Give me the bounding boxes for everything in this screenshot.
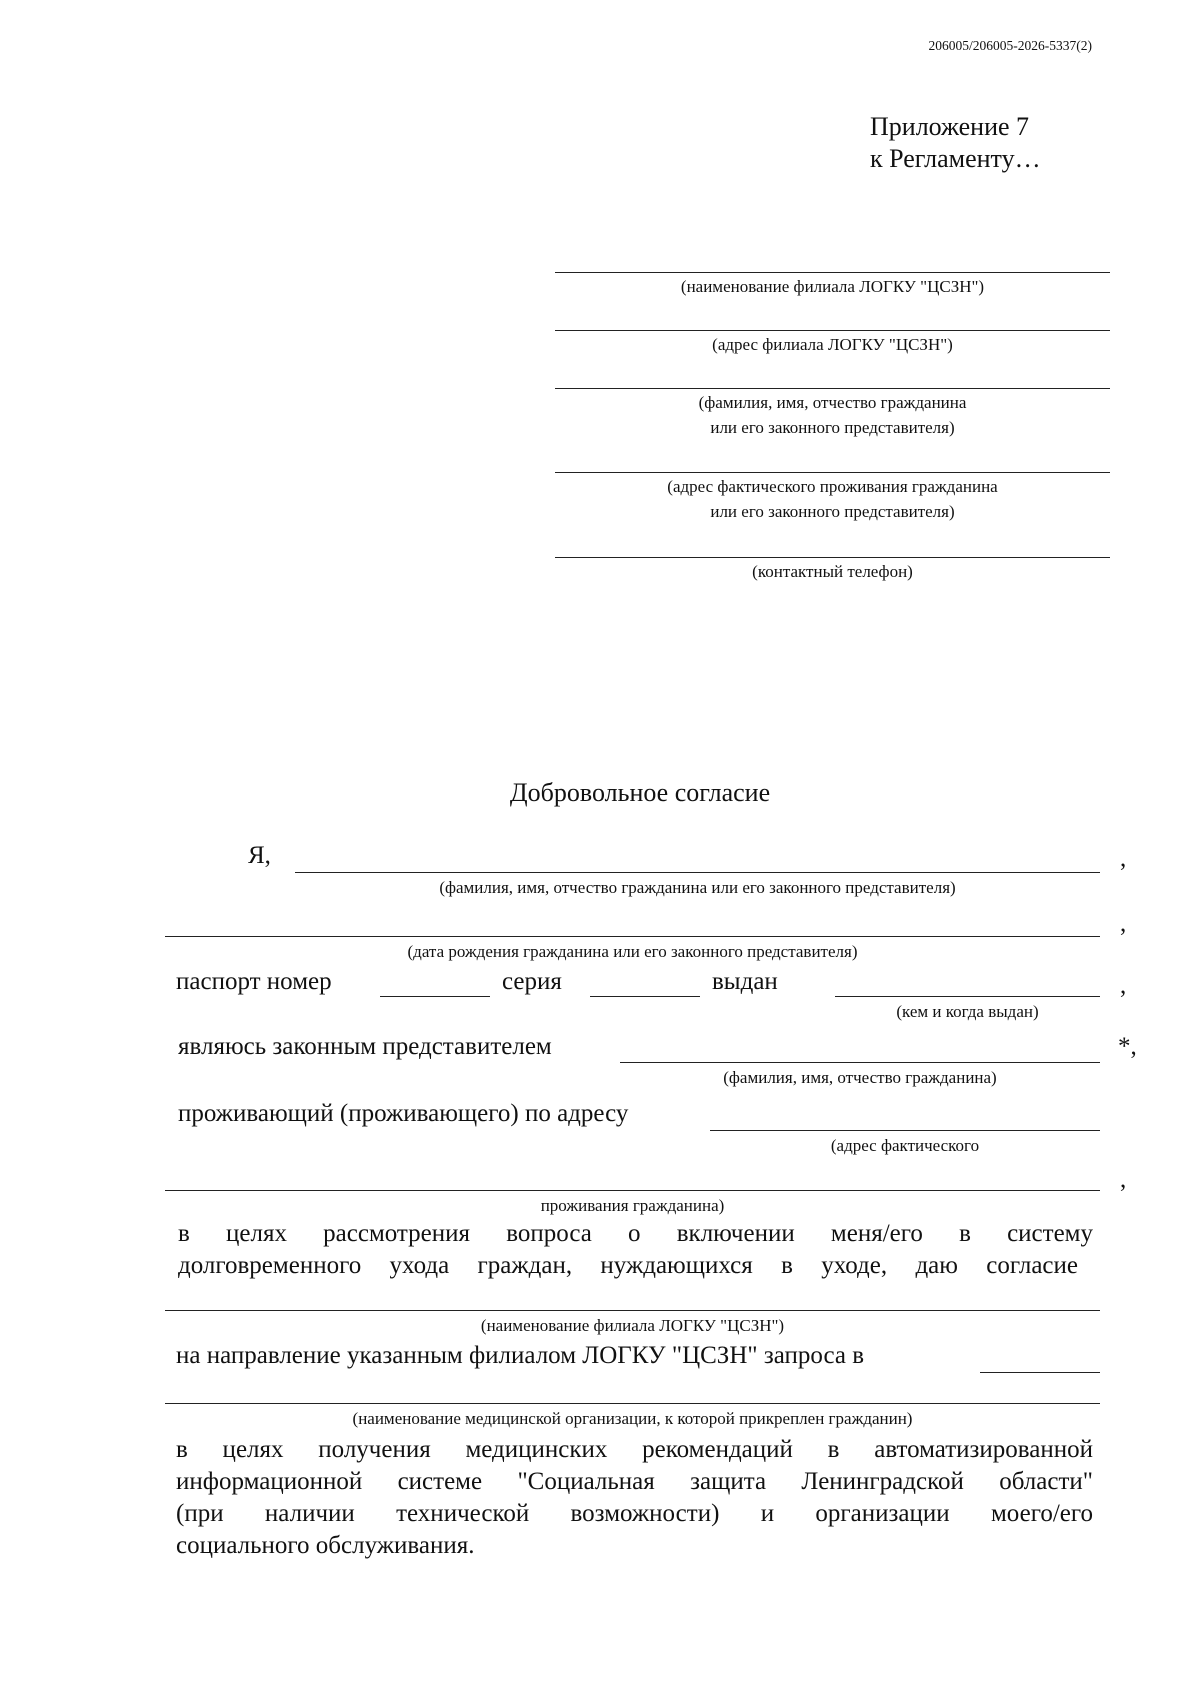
comma: ,	[1120, 972, 1127, 999]
applicant-address-line[interactable]	[555, 472, 1110, 473]
passport-number-label: паспорт номер	[176, 968, 332, 995]
applicant-address-caption-2: или его законного представителя)	[710, 502, 955, 521]
residence-line-1[interactable]	[710, 1130, 1100, 1131]
phone-caption: (контактный телефон)	[752, 562, 913, 581]
medical-org-caption: (наименование медицинской организации, к которой прикреплен гражданин)	[352, 1409, 913, 1428]
fio-caption: (фамилия, имя, отчество гражданина или его законного представителя)	[439, 878, 956, 897]
purpose-line-2: долговременного ухода граждан, нуждающихся в уходе, даю согласие	[178, 1252, 1078, 1279]
applicant-fio-line[interactable]	[555, 388, 1110, 389]
passport-number-line[interactable]	[380, 996, 490, 997]
appendix-number: Приложение 7	[870, 112, 1030, 141]
issued-label: выдан	[712, 968, 778, 995]
issued-by-line[interactable]	[835, 996, 1100, 997]
residence-caption-1: (адрес фактического	[830, 1136, 980, 1155]
purpose-line-1: в целях рассмотрения вопроса о включении меня/его в систему	[178, 1220, 1093, 1247]
comma: ,	[1120, 910, 1127, 937]
phone-line[interactable]	[555, 557, 1110, 558]
ya-label: Я,	[248, 842, 271, 869]
residence-caption-2: проживания гражданина)	[540, 1196, 725, 1215]
medical-org-line[interactable]	[165, 1403, 1100, 1404]
appendix-reference: к Регламенту…	[870, 144, 1041, 173]
branch-name-caption: (наименование филиала ЛОГКУ "ЦСЗН")	[680, 277, 985, 296]
branch-name-line[interactable]	[555, 272, 1110, 273]
final-line-1: в целях получения медицинских рекомендаций в автоматизированной	[176, 1436, 1093, 1463]
representative-caption: (фамилия, имя, отчество гражданина)	[723, 1068, 997, 1087]
consent-branch-line[interactable]	[165, 1310, 1100, 1311]
branch-address-line[interactable]	[555, 330, 1110, 331]
branch-address-caption: (адрес филиала ЛОГКУ "ЦСЗН")	[712, 335, 953, 354]
passport-series-line[interactable]	[590, 996, 700, 997]
dob-line[interactable]	[165, 936, 1100, 937]
final-line-3: (при наличии технической возможности) и организации моего/его	[176, 1500, 1093, 1527]
document-id: 206005/206005-2026-5337(2)	[928, 38, 1092, 53]
asterisk-mark: *,	[1118, 1033, 1137, 1060]
comma: ,	[1120, 845, 1127, 872]
comma: ,	[1120, 1166, 1127, 1193]
applicant-address-caption-1: (адрес фактического проживания гражданина	[667, 477, 998, 496]
fio-line[interactable]	[295, 872, 1100, 873]
document-title: Добровольное согласие	[509, 778, 771, 807]
dob-caption: (дата рождения гражданина или его законного представителя)	[407, 942, 858, 961]
applicant-fio-caption-1: (фамилия, имя, отчество гражданина	[698, 393, 967, 412]
final-line-2: информационной системе "Социальная защита Ленинградской области"	[176, 1468, 1093, 1495]
request-label: на направление указанным филиалом ЛОГКУ "ЦСЗН" запроса в	[176, 1342, 865, 1369]
final-line-4: социального обслуживания.	[176, 1532, 475, 1559]
series-label: серия	[502, 968, 562, 995]
representative-label: являюсь законным представителем	[178, 1033, 552, 1060]
consent-branch-caption: (наименование филиала ЛОГКУ "ЦСЗН")	[480, 1316, 785, 1335]
applicant-fio-caption-2: или его законного представителя)	[710, 418, 955, 437]
representative-line[interactable]	[620, 1062, 1100, 1063]
issued-by-caption: (кем и когда выдан)	[896, 1002, 1039, 1021]
request-org-line-1[interactable]	[980, 1372, 1100, 1373]
residence-line-2[interactable]	[165, 1190, 1100, 1191]
residing-label: проживающий (проживающего) по адресу	[178, 1100, 629, 1127]
